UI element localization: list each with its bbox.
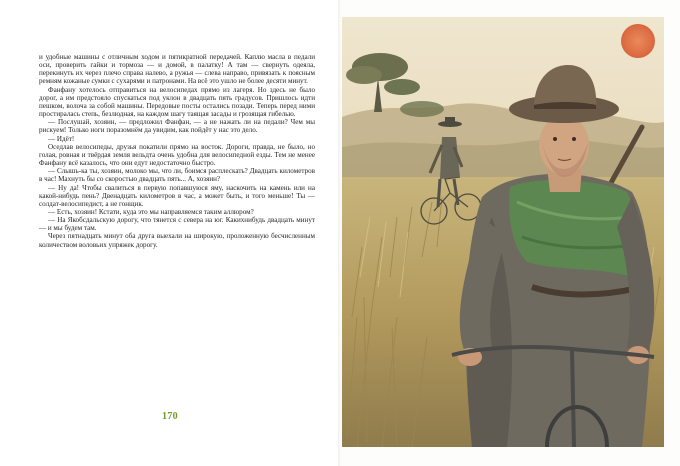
page-number: 170 <box>162 411 178 422</box>
paragraph: — Послушай, хозяин, — предложил Фанфан, — а не нажать ли на педали? Чем мы рискуем! Только ноги поразомнём да увидим, как пойдёт у нас это дело. <box>39 118 315 135</box>
text-block <box>39 53 315 249</box>
illustration <box>342 17 664 447</box>
paragraph: Через пятнадцать минут оба друга выехали на широкую, проложенную бесчисленным количеством воловьих упряжек дорогу. <box>39 232 315 249</box>
paragraph: и удобные машины с отличным ходом и пятикратной передачей. Каплю масла в педали оси, проверить гайки и тормоза — и домой, в палатку! А там — свернуть одеяла, перекинуть их через плечо справа налево, а ружья — слева направо, привязать к поясным ремням кожаные сумки с сухарями и патронами. На всё это ушло не более десяти минут. <box>39 53 315 86</box>
paragraph: Оседлав велосипеды, друзья покатили прямо на восток. Дороги, правда, не было, но голая, ровная и твёрдая земля вельдта очень удобна для велосипедной езды. Тем не менее Фанфану всё казалось, что они едут недостаточно быстро. <box>39 142 315 168</box>
paragraph: — Ну да! Чтобы свалиться в первую попавшуюся яму, наскочить на камень или на какой-нибудь пень? Двенадцать километров в час, а может быть, и того меньше! Ты — солдат-велосипедист, а не гонщик. <box>39 183 315 208</box>
paragraph: — Слышь-ка ты, хозяин, молоко мы, что ли, боимся расплескать? Двадцать километров в час! Махнуть бы со скоростью двадцать пять... А, хозяин? <box>39 167 315 184</box>
paragraph: Фанфану хотелось отправиться на велосипедах прямо из лагеря. Но здесь не было дорог, а им предстояло спускаться под уклон в двадцать пять градусов. Пришлось идти пешком, волоча за собой машины. Передовые посты остались позади. Теперь перед ними простиралась степь, безлюдная, на каждом шагу таящая засады и грозящая гибелью. <box>39 85 315 119</box>
paragraph: — На Якобсдальскую дорогу, что тянется с севера на юг. Какихнибудь двадцать минут — и мы будем там. <box>39 216 315 233</box>
paragraph: — Есть, хозяин! Кстати, куда это мы направляемся таким аллюром? <box>48 207 254 216</box>
paragraph: — Идёт! <box>48 134 75 143</box>
sun <box>621 24 655 58</box>
illustration-cyclist-soldier <box>342 17 664 447</box>
